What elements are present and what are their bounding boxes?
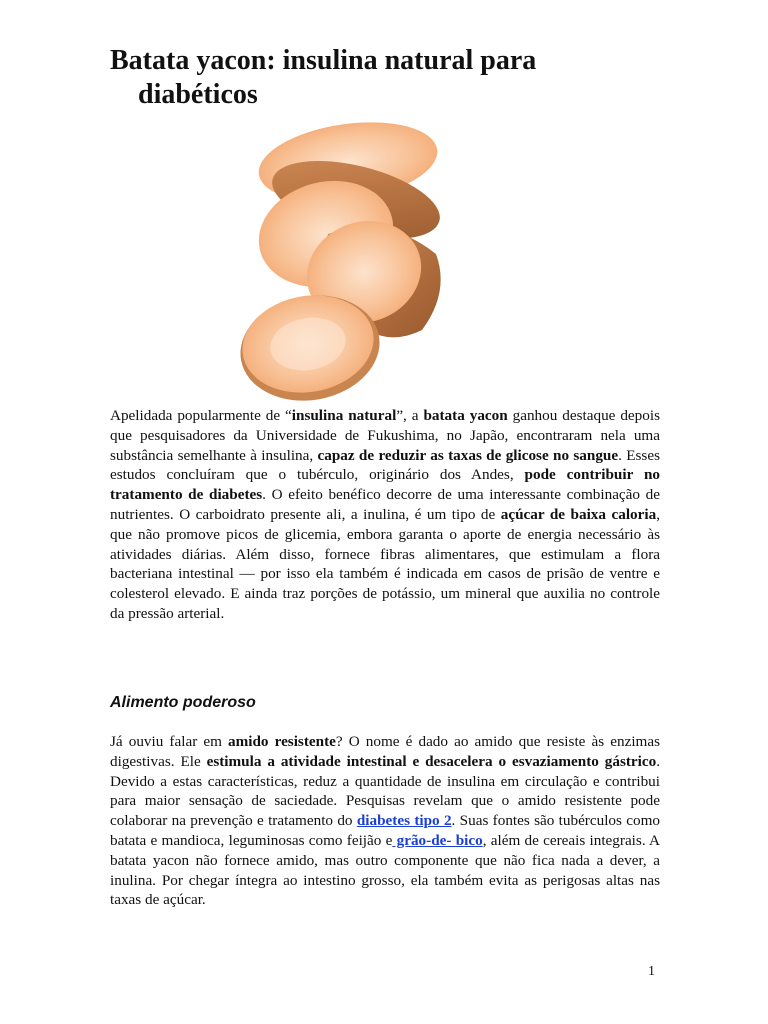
text-run: . O efeito benéfico decorre de uma interessante combinação de nutrientes. O carboidrato presente ali, a inulina, é um tipo de xyxy=(110,486,660,523)
bold-run: batata yacon xyxy=(423,407,508,424)
text-run: ”, a xyxy=(396,407,424,424)
section-heading: Alimento poderoso xyxy=(110,694,256,711)
bold-run: estimula a atividade intestinal e desacelera o esvaziamento gástrico xyxy=(206,752,657,770)
text-run: . Esses estudos concluíram que o tubérculo, originário dos Andes, xyxy=(110,446,660,484)
text-run: , além de cereais integrais. A batata yacon não fornece amido, mas outro componente que não fica nada a dever, a inulina. Por chegar íntegra ao intestino grosso, ela também evita as perigosas altas nas taxas de açúcar. xyxy=(110,831,660,909)
text-run: , que não promove picos de glicemia, embora garanta o aporte de energia necessário às atividades diárias. Além disso, fornece fibras alimentares, que estimulam a flora bacteriana intestinal — por isso ela também é indicada em casos de prisão de ventre e colesterol elevado. E ainda traz porções de potássio, um mineral que auxilia no controle da pressão arterial. xyxy=(110,505,660,622)
bold-run: açúcar de baixa caloria xyxy=(500,505,657,523)
text-run: Já ouviu falar em xyxy=(110,733,228,750)
diabetes-tipo-2-link[interactable]: diabetes tipo 2 xyxy=(356,812,452,830)
bold-run: pode contribuir no tratamento de diabetes xyxy=(110,466,660,504)
title-line-2: diabéticos xyxy=(138,79,258,110)
text-run: ganhou destaque depois que pesquisadores da Universidade de Fukushima, no Japão, encontraram nela uma substância semelhante à insulina, xyxy=(110,407,660,464)
bold-run: capaz de reduzir as taxas de glicose no sangue xyxy=(317,446,619,464)
text-run: . Suas fontes são tubérculos como batata e mandioca, leguminosas como feijão e xyxy=(110,812,660,849)
section-paragraph xyxy=(110,732,660,910)
article-title xyxy=(110,44,670,112)
bold-run: insulina natural xyxy=(291,407,397,424)
title-line-1: Batata yacon: insulina natural para xyxy=(110,45,537,76)
intro-paragraph xyxy=(110,406,660,624)
bold-run: amido resistente xyxy=(228,733,336,750)
sliced-yacon-potato-illustration xyxy=(236,122,452,408)
grao-de-bico-link[interactable]: grão-de- bico xyxy=(392,831,483,849)
text-run: ? O nome é dado ao amido que resiste às enzimas digestivas. Ele xyxy=(110,733,661,770)
text-run: Apelidada popularmente de “ xyxy=(110,407,292,424)
page-number: 1 xyxy=(648,964,655,979)
text-run: . Devido a estas características, reduz a quantidade de insulina em circulação e contribui para maior sensação de saciedade. Pesquisas revelam que o amido resistente pode colaborar na prevenção e tratamento do xyxy=(110,752,660,830)
